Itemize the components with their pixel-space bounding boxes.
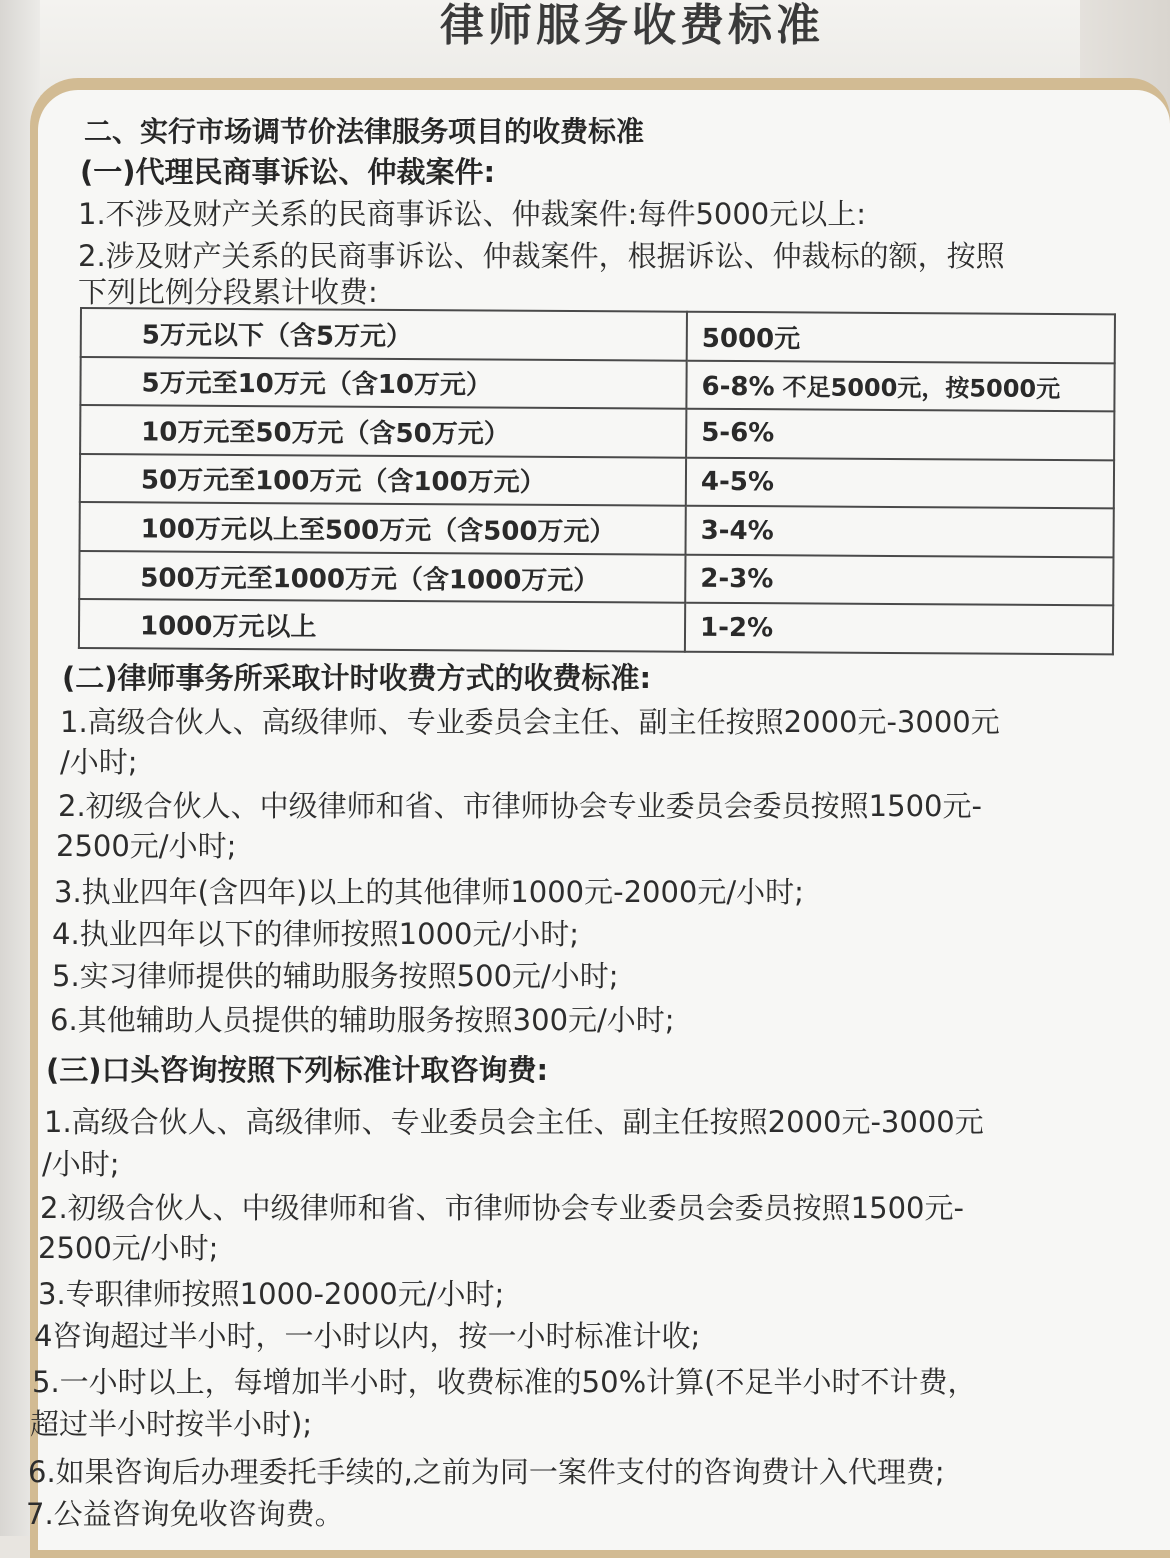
fee-rate: 2-3% [700,563,774,595]
part3-line: 5.一小时以上，每增加半小时，收费标准的50%计算(不足半小时不计费， [32,1365,977,1399]
part1-item-1: 1.不涉及财产关系的民商事诉讼、仲裁案件:每件5000元以上: [78,197,867,231]
fee-range-cell: 100万元以上至500万元（含500万元） [80,502,686,554]
part2-line: 2500元/小时; [56,829,237,863]
fee-range-cell: 5万元至10万元（含10万元） [80,357,686,409]
part2-line: 6.其他辅助人员提供的辅助服务按照300元/小时; [50,1003,675,1037]
fee-rate-cell [686,360,1114,411]
table-row [80,357,1114,412]
page-title: 律师服务收费标准 [440,0,824,51]
part1-item-2: 2.涉及财产关系的民商事诉讼、仲裁案件，根据诉讼、仲裁标的额，按照 [78,239,1005,273]
fee-rate: 4-5% [700,466,775,498]
fee-rate: 5-6% [701,418,775,449]
fee-range-cell: 10万元至50万元（含50万元） [80,405,686,457]
table-row [81,308,1115,363]
table-row [79,599,1113,654]
fee-rate: 3-4% [700,515,774,546]
table-row [80,454,1114,509]
part3-line: 2500元/小时; [38,1231,219,1265]
fee-rate: 6-8% [701,372,775,403]
part2-line: 3.执业四年(含四年)以上的其他律师1000元-2000元/小时; [54,875,804,909]
part2-line: 1.高级合伙人、高级律师、专业委员会主任、副主任按照2000元-3000元 [60,705,1000,739]
fee-rate-cell [685,555,1113,606]
part3-line: 7.公益咨询免收咨询费。 [26,1497,344,1531]
fee-range-cell: 1000万元以上 [79,599,685,651]
part2-line: /小时; [60,745,138,779]
fee-note: 不足5000元，按5000元 [782,373,1061,404]
fee-range-cell: 50万元至100万元（含100万元） [80,454,686,506]
part2-heading: (二)律师事务所采取计时收费方式的收费标准: [62,661,652,695]
fee-rate: 1-2% [699,612,774,643]
table-row [80,405,1114,460]
fee-range-cell: 5万元以下（含5万元） [81,308,687,360]
fee-rate: 5000元 [701,323,801,355]
fee-rate-cell [685,506,1113,557]
table-row [79,551,1113,606]
part3-line: 1.高级合伙人、高级律师、专业委员会主任、副主任按照2000元-3000元 [44,1105,984,1139]
part1-item-2-cont: 下列比例分段累计收费: [78,275,378,309]
fee-rate-cell [685,603,1113,654]
part3-heading: (三)口头咨询按照下列标准计取咨询费: [46,1053,549,1087]
section-heading: 二、实行市场调节价法律服务项目的收费标准 [84,115,645,148]
part3-line: /小时; [42,1147,120,1181]
part1-heading: (一)代理民商事诉讼、仲裁案件: [80,155,496,189]
part2-line: 4.执业四年以下的律师按照1000元/小时; [52,917,580,951]
fee-rate-cell [686,457,1114,508]
part3-line: 4咨询超过半小时，一小时以内，按一小时标准计收; [34,1319,701,1353]
part3-line: 3.专职律师按照1000-2000元/小时; [38,1277,505,1311]
part2-line: 2.初级合伙人、中级律师和省、市律师协会专业委员会委员按照1500元- [58,789,982,823]
fee-rate-cell [687,312,1115,363]
fee-table [78,307,1116,655]
part2-line: 5.实习律师提供的辅助服务按照500元/小时; [52,959,619,993]
part3-line: 超过半小时按半小时); [30,1407,313,1441]
fee-range-cell: 500万元至1000万元（含1000万元） [79,551,685,603]
part3-line: 6.如果咨询后办理委托手续的,之前为同一案件支付的咨询费计入代理费; [28,1455,945,1489]
table-row [80,502,1114,557]
fee-rate-cell [686,409,1114,460]
part3-line: 2.初级合伙人、中级律师和省、市律师协会专业委员会委员按照1500元- [40,1191,964,1225]
